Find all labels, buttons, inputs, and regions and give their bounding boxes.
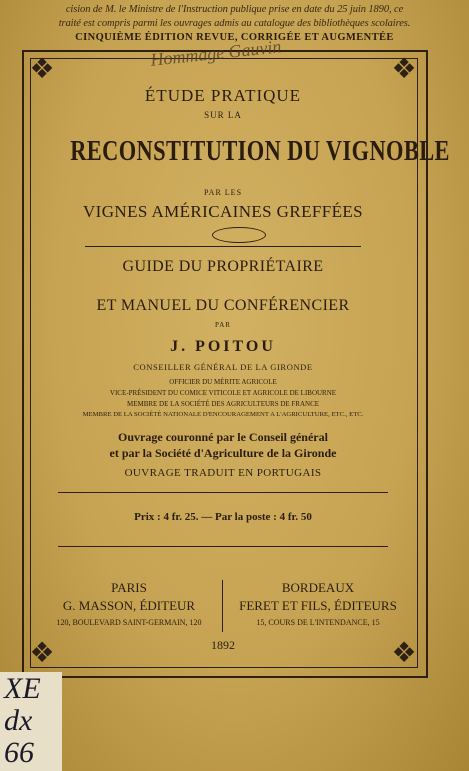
library-shelfmark-label [0,672,62,771]
decision-note-line-2: traité est compris parmi les ouvrages admis au catalogue des bibliothèques scolaires. [58,18,411,29]
corner-ornament-icon: ❖ [391,54,417,85]
price-divider-top [58,492,388,493]
subtitle: VIGNES AMÉRICAINES GREFFÉES [83,202,363,221]
translated-note: OUVRAGE TRADUIT EN PORTUGAIS [124,467,322,479]
title-etude: ÉTUDE PRATIQUE [144,86,302,105]
title-sur-la: SUR LA [204,110,242,120]
price-line: Prix : 4 fr. 25. — Par la poste : 4 fr. 50 [134,511,312,523]
publisher-right-name: FERET ET FILS, ÉDITEURS [239,598,397,613]
author-credit: MEMBRE DE LA SOCIÉTÉ DES AGRICULTEURS DE FRANCE [126,400,320,408]
author-credit: VICE-PRÉSIDENT DU COMICE VITICOLE ET AGRICOLE DE LIBOURNE [109,389,337,397]
corner-ornament-icon: ❖ [391,638,417,669]
publisher-left-name: G. MASSON, ÉDITEUR [62,598,196,613]
author-credit: MEMBRE DE LA SOCIÉTÉ NATIONALE D'ENCOURAGEMENT A L'AGRICULTURE, ETC., ETC. [82,411,364,418]
author-name: J. POITOU [170,338,276,355]
publisher-right-city: BORDEAUX [281,580,355,595]
award-line-1: Ouvrage couronné par le Conseil général [118,430,328,444]
publication-year: 1892 [211,638,235,652]
title-par-les: PAR LES [203,188,243,197]
publisher-divider [222,580,223,632]
shelfmark-line: XE [4,672,41,705]
handwritten-dedication: Hommage Gauvin [149,36,283,70]
author-credit: OFFICIER DU MÉRITE AGRICOLE [169,378,277,386]
section-divider [85,246,361,247]
author-title: CONSEILLER GÉNÉRAL DE LA GIRONDE [133,362,313,372]
publisher-left-address: 120, BOULEVARD SAINT-GERMAIN, 120 [56,618,202,627]
guide-line-2: ET MANUEL DU CONFÉRENCIER [96,297,350,314]
decision-note-line-1: cision de M. le Ministre de l'Instruction publique prise en date du 25 juin 1890, ce [65,4,404,15]
publisher-right-address: 15, COURS DE L'INTENDANCE, 15 [256,618,380,627]
publisher-left-city: PARIS [111,580,147,595]
main-title: RECONSTITUTION DU VIGNOBLE [70,136,450,167]
guide-line-1: GUIDE DU PROPRIÉTAIRE [122,258,324,275]
shelfmark-line: 66 [4,736,34,769]
par-label: PAR [215,321,231,329]
corner-ornament-icon: ❖ [29,638,55,669]
shelfmark-line: dx [4,704,33,737]
corner-ornament-icon: ❖ [29,54,55,85]
flourish-ornament [212,227,266,243]
award-line-2: et par la Société d'Agriculture de la Gironde [109,446,337,460]
price-divider-bottom [58,546,388,547]
edition-line: CINQUIÈME ÉDITION REVUE, CORRIGÉE ET AUGMENTÉE [75,32,394,43]
